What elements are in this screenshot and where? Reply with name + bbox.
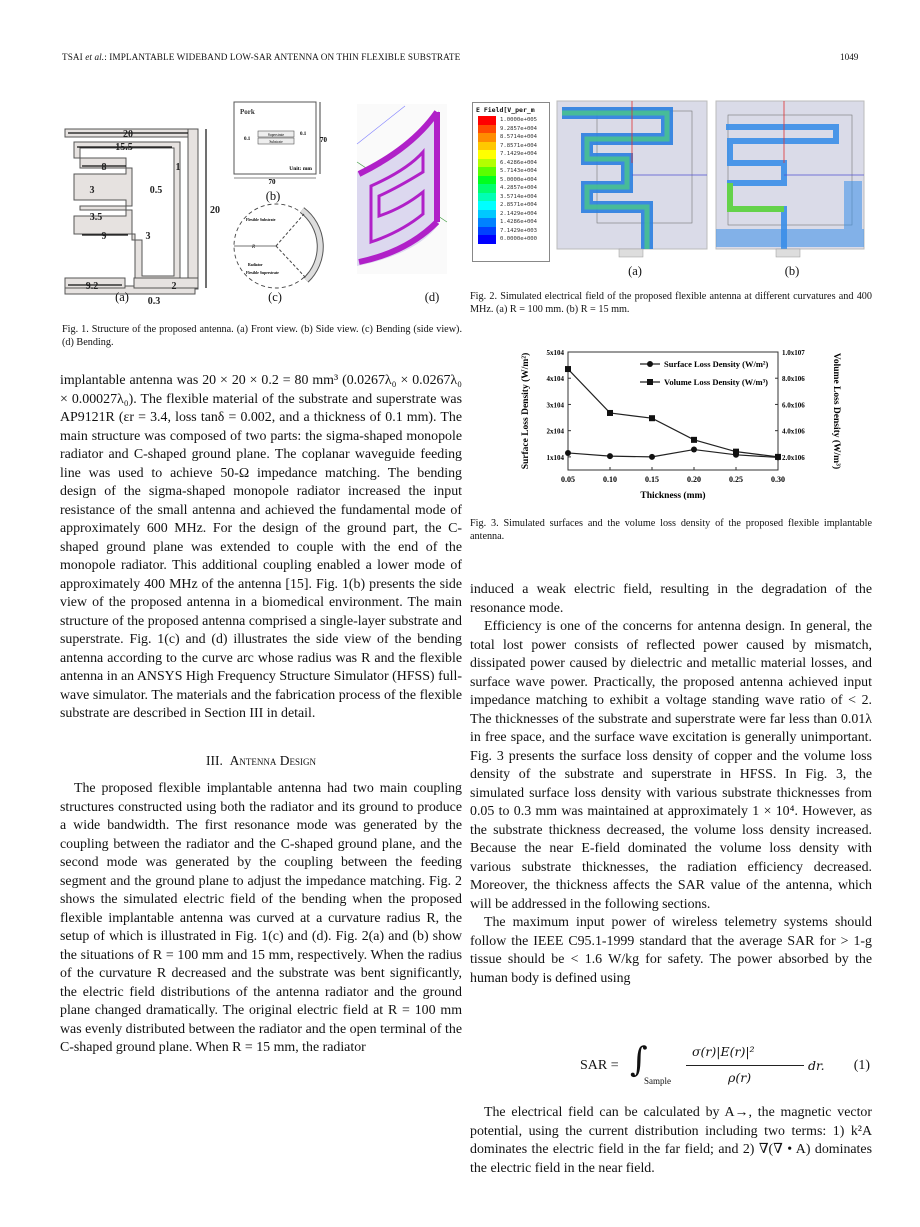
legend-swatch [478,142,496,151]
section-number: III. [206,752,223,768]
data-point-square [607,410,613,416]
width-label: 70 [268,178,276,186]
fig1c-bending-diagram [230,200,330,292]
dim-label: 0.5 [149,185,163,196]
legend-row [473,184,549,193]
legend-swatch [478,176,496,185]
legend-value: 7.1429e+003 [500,227,538,234]
fraction-bar [686,1065,804,1066]
y-tick-label: 4x104 [546,375,564,384]
legend-swatch [478,227,496,236]
y-tick-label: 5x104 [546,349,564,357]
legend-value: 8.5714e+004 [500,134,538,141]
header-authors: TSAI [62,52,83,62]
legend-value: 7.1429e+004 [500,151,538,158]
legend-row [473,125,549,134]
legend-swatch [478,184,496,193]
header-title: : IMPLANTABLE WIDEBAND LOW-SAR ANTENNA ON THIN FLEXIBLE SUBSTRATE [104,52,461,62]
dim-label: 9 [101,231,107,242]
y2-tick-label: 6.0x106 [782,401,805,410]
running-header [62,52,460,62]
dim-label: 0.3 [147,296,161,307]
fig2b-label: (b) [784,264,800,278]
legend-row [473,159,549,168]
legend-value: 5.7143e+004 [500,168,538,175]
dim-label: 2 [171,281,177,292]
fig2-caption: Fig. 2. Simulated electrical field of the proposed flexible antenna at different curvatures and 400 MHz. (a) R = 100 mm. (b) R = 15 mm. [470,291,872,315]
y-axis-label: Surface Loss Density (W/m²) [521,352,531,470]
eq-numerator: σ(r)|E(r)|² [692,1044,755,1059]
dim-label: 3.5 [89,212,103,223]
equation-sar [470,1036,872,1094]
legend-swatch [478,218,496,227]
fig1a-label: (a) [115,290,129,304]
data-point-circle [649,454,655,460]
legend-row [473,116,549,125]
pork-label: Pork [240,108,255,116]
fig2a-efield-plot [557,101,707,266]
y-tick-label: 1x104 [546,453,564,462]
integral-sign: ∫ [630,1040,648,1080]
legend-entry: Volume Loss Density (W/m³) [664,377,769,387]
unit-label: Unit: mm [289,166,312,172]
legend-row [473,201,549,210]
data-point-square [691,437,697,443]
legend-swatch [478,193,496,202]
legend-entry: Surface Loss Density (W/m²) [664,359,769,369]
x-tick-label: 0.25 [729,475,743,484]
legend-row [473,210,549,219]
paragraph: The proposed flexible implantable antenna had two main coupling structures constructed using both the radiator and its ground to produce a wide bandwidth. The first resonance mode was generated by the coupling between the radiator and the C-shaped ground plane, and the second mode was generated by the coupling between the feeding segment and the ground plane to adjust the impedance matching. Fig. 2 shows the simulated electric field of the bending when the proposed flexible implantable antenna was curved at a curvature radius R, the setup of which is illustrated in Fig. 1(c) and (d). Fig. 2(a) and (b) show the situations of R = 100 mm and 15 mm, respectively. When the radius of the curvature R decreased and the substrate was bent significantly, the electric field distributions of the antenna radiator and the ground plane changed dramatically. The original electric field at R = 100 mm was evenly distributed between the radiator and the open terminal of the C-shaped ground plane. When R = 15 mm, the radiator [60,781,462,1055]
legend-value: 2.1429e+004 [500,210,538,217]
legend-row [473,193,549,202]
thickness-label: 0.1 [244,137,251,142]
x-tick-label: 0.15 [645,475,659,484]
section-title: Antenna Design [229,752,316,768]
eq-lhs: SAR = [580,1058,619,1073]
left-column [60,372,462,1058]
legend-title: E Field[V_per_m [476,106,535,114]
flexible-superstrate-label: Flexible Superstrate [246,271,279,275]
paragraph-text: implantable antenna was 20 × 20 × 0.2 = 80 mm³ [60,373,339,388]
data-point-square [775,454,781,460]
radiator-label: Radiator [248,263,263,267]
legend-value: 0.0000e+000 [500,236,538,243]
legend-row [473,218,549,227]
legend-row [473,133,549,142]
dim-label: 1 [175,162,181,173]
paragraph [60,372,462,724]
right-column-end [470,1104,872,1178]
x-tick-label: 0.10 [603,475,617,484]
x-tick-label: 0.05 [561,475,575,484]
figure-1 [62,92,462,312]
legend-value: 9.2857e+004 [500,125,538,132]
thickness-label: 0.1 [300,132,307,137]
dim-label: 8 [101,162,107,173]
y2-tick-label: 4.0x106 [782,427,805,436]
fig3-loss-density-chart [510,340,850,510]
equation-number: (1) [853,1058,870,1073]
dim-label: 3 [145,231,151,242]
legend-value: 3.5714e+004 [500,193,538,200]
legend-swatch [478,125,496,134]
fig1b-label: (b) [265,189,281,203]
fig1d-3d-bending-render [357,104,447,274]
fig1a-front-view-diagram [62,92,222,307]
fig2a-label: (a) [628,264,642,278]
x-tick-label: 0.20 [687,475,701,484]
eq-denominator: ρ(r) [728,1070,752,1085]
page-number: 1049 [840,52,859,62]
y2-axis-label: Volume Loss Density (W/m³) [831,352,841,470]
legend-value: 6.4286e+004 [500,159,538,166]
legend-value: 1.0000e+005 [500,117,538,124]
fig1b-side-view-diagram [230,100,330,190]
data-point-square [649,415,655,421]
data-point-square [733,449,739,455]
legend-row [473,142,549,151]
eq-tail: dr. [808,1058,825,1073]
y-tick-label: 2x104 [546,427,564,436]
data-point-square [565,366,571,372]
fig3-caption: Fig. 3. Simulated surfaces and the volume loss density of the proposed flexible implantable antenna. [470,518,872,542]
paragraph-text: (0.0267λ₀ × 0.0267λ₀ × 0.00027λ₀). The flexible material of the substrate and superstrate was AP9121R (εr = 3.4, loss tanδ = 0.002, and a thickness of 0.1 mm). The main structure was composed of two parts: the sigma-shaped monopole radiator and C-shaped ground plane. The coplanar waveguide feeding line was used to achieve 50-Ω impedance matching. The bending design of the sigma-shaped monopole radiator increased the input resistance of the small antenna and achieved the fundamental mode of approximately 600 MHz. For the design of the ground part, the C-shaped ground plane was extended to couple with the end of the monopole radiator. This additional coupling enabled a lower mode of approximately 400 MHz of the antenna [15]. Fig. 1(b) presents the side view of the proposed antenna in a biomedical environment. The main structure of the proposed antenna comprised a single-layer substrate and superstrate. Fig. 1(c) and (d) illustrates the side view of the bending antenna according to the curve arc whose radius was R and the flexible antenna in an ANSYS High Frequency Structure Simulator (HFSS) full-wave simulator. The materials and the fabrication process of the flexible substrate are described in Section III in detail. [60,373,462,721]
legend-value: 5.0000e+004 [500,176,538,183]
legend-value: 7.8571e+004 [500,142,538,149]
height-label: 70 [320,136,327,144]
superstrate-label: Superstrate [267,133,285,137]
legend-swatch [478,150,496,159]
legend-value: 1.4286e+004 [500,219,538,226]
legend-swatch [478,116,496,125]
dim-label: 20 [123,129,133,140]
data-point-circle [607,453,613,459]
paragraph: The maximum input power of wireless telemetry systems should follow the IEEE C95.1-1999 standard that the average SAR for > 1-g tissue should be < 1.6 W/kg for safety. The power absorbed by the human body is defined using [470,915,872,986]
plot-frame [568,352,778,470]
dim-label: 9.2 [85,281,99,292]
y-tick-label: 3x104 [546,401,564,410]
fig1c-label: (c) [268,290,282,304]
legend-swatch [478,210,496,219]
legend-swatch [478,133,496,142]
fig1d-label: (d) [424,290,440,304]
dim-label: 20 [210,205,220,216]
paragraph: Efficiency is one of the concerns for antenna design. In general, the total lost power consists of reflected power caused by mismatch, dissipated power caused by dielectric and metallic material losses, and surface wave power. Practically, the proposed antenna achieved input impedance matching to exhibit a voltage standing wave ratio of < 2. The thicknesses of the substrate and superstrate were far less than 0.01λ in free space, and the surface wave excitation is generally unimportant. Fig. 3 presents the surface loss density of copper and the volume loss density of the substrate and superstrate in HFSS. In Fig. 3, the simulated surface loss density with various substrate thicknesses from 0.05 to 0.3 mm was maintained at approximately 1 × 10⁴. However, as the substrate thickness decreased, the volume loss density increased. Because the near E-field dominated the volume loss density with various substrate thicknesses, the radiation efficiency decreased. Moreover, the thickness affects the SAR value of the antenna, which will be addressed in the following sections. [470,619,872,912]
paragraph: The electrical field can be calculated by A→, the magnetic vector potential, using the current distribution including two terms: 1) k²A dominates the electric field in the far field; and 2) ∇(∇ • A) dominates the electric field in the near field. [470,1105,872,1176]
fig2b-efield-plot [716,101,864,266]
dim-label: 3 [89,185,95,196]
legend-swatch [478,201,496,210]
flexible-substrate-label: Flexible Substrate [246,218,276,222]
y2-tick-label: 2.0x106 [782,453,805,462]
legend-value: 2.8571e+004 [500,202,538,209]
header-etal: et al. [85,52,105,62]
paragraph: induced a weak electric field, resulting in the degradation of the resonance mode. [470,582,872,616]
section-heading [60,752,462,771]
radius-label: R [252,245,256,250]
data-point-circle [691,447,697,453]
y2-tick-label: 8.0x106 [782,375,805,384]
y2-tick-label: 1.0x107 [782,349,805,357]
efield-legend [472,102,550,262]
legend-row [473,227,549,236]
eq-subscript: Sample [644,1076,671,1086]
right-column [470,581,872,988]
legend-swatch [478,167,496,176]
legend-rows [473,116,549,244]
legend-value: 4.2857e+004 [500,185,538,192]
legend-row [473,235,549,244]
fig1-caption: Fig. 1. Structure of the proposed antenna. (a) Front view. (b) Side view. (c) Bending (side view). (d) Bending. [62,324,462,348]
legend-row [473,176,549,185]
legend-swatch [478,159,496,168]
legend-row [473,167,549,176]
x-axis-label: Thickness (mm) [640,491,706,501]
legend-row [473,150,549,159]
dim-label: 15.5 [115,142,133,153]
legend-swatch [478,235,496,244]
data-point-circle [565,450,571,456]
x-tick-label: 0.30 [771,475,785,484]
substrate-label: Substrate [269,140,283,144]
